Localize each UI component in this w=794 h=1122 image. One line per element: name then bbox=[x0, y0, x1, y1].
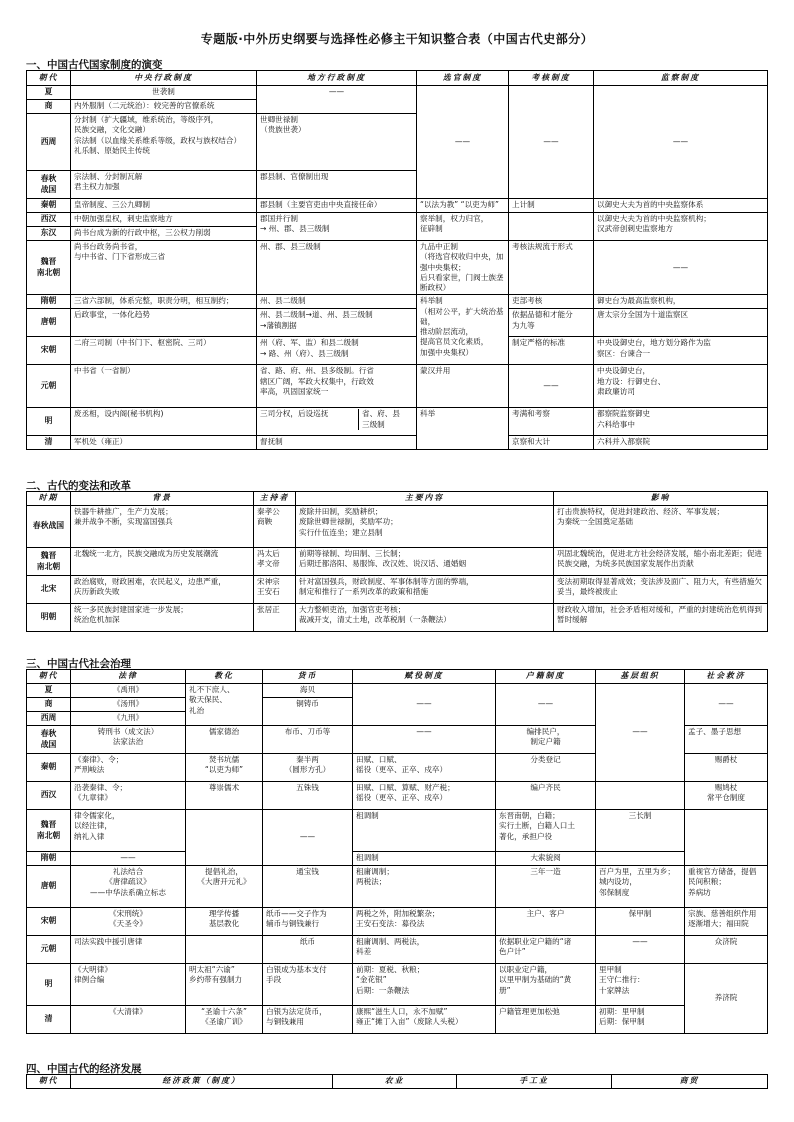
col-header: 时期 bbox=[27, 492, 71, 506]
cell: 司法实践中援引唐律 bbox=[71, 936, 186, 964]
cell: 《禹刑》 bbox=[71, 684, 186, 698]
cell: 考核法规流于形式 bbox=[509, 241, 594, 295]
cell: 礼不下庶人、 敬天保民、 礼治 bbox=[186, 684, 263, 726]
cell: 三年一造 bbox=[496, 866, 596, 908]
cell: 五铢钱 bbox=[263, 782, 353, 810]
cell: 分类登记 bbox=[496, 754, 596, 782]
cell: 租调制 bbox=[353, 810, 496, 852]
col-header: 背景 bbox=[71, 492, 254, 506]
cell: 《大明律》 律例合编 bbox=[71, 964, 186, 1006]
cell-part: 三司分权，后设巡抚 bbox=[260, 409, 329, 419]
cell: 上计制 bbox=[509, 199, 594, 213]
cell: 废除井田制，奖励耕织； 废除世卿世禄制，奖励军功； 实行什伍连坐；建立县制 bbox=[296, 506, 554, 548]
cell: 租庸调制； 两税法； bbox=[353, 866, 496, 908]
cell: 白银为法定货币， 与铜钱兼用 bbox=[263, 1006, 353, 1034]
cell: 中央设御史台，地方划分路作为监 察区：台谏合一 bbox=[594, 337, 768, 365]
col-header: 商贸 bbox=[612, 1075, 768, 1089]
col-header: 地方行政制度 bbox=[257, 71, 417, 86]
cell: 秦孝公 商鞅 bbox=[254, 506, 296, 548]
col-header: 朝代 bbox=[27, 71, 71, 86]
era-cell: 宋朝 bbox=[27, 337, 71, 365]
col-header: 经济政策（制度） bbox=[71, 1075, 333, 1089]
page-title: 专题版·中外历史纲要与选择性必修主干知识整合表（中国古代史部分） bbox=[200, 32, 594, 46]
col-header: 朝代 bbox=[27, 1075, 71, 1089]
cell: 布币、刀币等 bbox=[263, 726, 353, 754]
cell: 三省六部制，体系完整，职责分明，相互制约； bbox=[71, 295, 257, 309]
cell: 百户为里，五里为乡； 城内设坊， 邻保制度 bbox=[596, 866, 685, 908]
cell: 养济院 bbox=[685, 964, 768, 1034]
cell: 巩固北魏统治，促进北方社会经济发展，缩小南北差距；促进 民族交融，为统多民族国家发展作出贡献 bbox=[554, 548, 768, 576]
era-cell: 明朝 bbox=[27, 604, 71, 632]
cell: 编户齐民 bbox=[496, 782, 596, 810]
cell bbox=[257, 408, 417, 436]
col-header: 选官制度 bbox=[417, 71, 509, 86]
col-header: 货币 bbox=[263, 670, 353, 684]
cell: 宗法制、分封制瓦解 君主权力加强 bbox=[71, 171, 257, 199]
cell: 礼法结合 《唐律疏议》 ——中华法系确立标志 bbox=[71, 866, 186, 908]
cell: 明太祖“六谕” 乡约带有强制力 bbox=[186, 964, 263, 1006]
cell: “圣谕十六条” 《圣谕广训》 bbox=[186, 1006, 263, 1034]
era-cell: 魏晋 南北朝 bbox=[27, 810, 71, 852]
cell: —— bbox=[353, 726, 496, 754]
cell: 赐鸠杖 常平仓制度 bbox=[685, 782, 768, 810]
cell bbox=[186, 810, 263, 866]
cell: 提倡礼治， 《大唐开元礼》 bbox=[186, 866, 263, 908]
cell: 《宋刑统》 《天圣令》 bbox=[71, 908, 186, 936]
cell: 铜铸币 bbox=[263, 698, 353, 726]
cell: 田赋、口赋、 徭役（更卒、正卒、戍卒） bbox=[353, 754, 496, 782]
cell: 内外服制（二元统治）：较完善的官僚系统 bbox=[71, 100, 257, 114]
cell: 州（府、军、监）和县二级制 → 路、州（府）、县三级制 bbox=[257, 337, 417, 365]
cell: 废丞相，设内阁(秘书机构) bbox=[71, 408, 257, 436]
era-cell: 唐朝 bbox=[27, 866, 71, 908]
era-cell: 东汉 bbox=[27, 227, 71, 241]
era-cell: 隋朝 bbox=[27, 295, 71, 309]
cell: 海贝 bbox=[263, 684, 353, 698]
cell: 郡国并行制 → 州、郡、县三级制 bbox=[257, 213, 417, 241]
cell: 督抚制 bbox=[257, 436, 417, 450]
cell: 大索貌阅 bbox=[496, 852, 596, 866]
cell: 宋神宗 王安石 bbox=[254, 576, 296, 604]
cell: 东晋南朝，白籍； 实行土断，白籍人口土 著化，承担户役 bbox=[496, 810, 596, 852]
cell: 财政收入增加，社会矛盾相对缓和，严重的封建统治危机得到 暂时缓解 bbox=[554, 604, 768, 632]
cell: 理学传播 基层教化 bbox=[186, 908, 263, 936]
cell: 里甲制 王守仁推行： 十家牌法 bbox=[596, 964, 685, 1006]
cell: 以御史大夫为首的中央监察机构； 汉武帝创刺史监察地方 bbox=[594, 213, 768, 241]
era-cell: 西汉 bbox=[27, 213, 71, 227]
cell bbox=[509, 213, 594, 241]
cell: 铁器牛耕推广，生产力发展； 兼并战争不断，实现富国强兵 bbox=[71, 506, 254, 548]
cell: 主户、客户 bbox=[496, 908, 596, 936]
cell: 大力整顿吏治，加强官吏考核； 裁减开支，清丈土地，改革税制（一条鞭法） bbox=[296, 604, 554, 632]
cell: 宗族、慈善组织作用 逐渐增大；福田院 bbox=[685, 908, 768, 936]
col-header: 社会救济 bbox=[685, 670, 768, 684]
col-header: 基层组织 bbox=[596, 670, 685, 684]
cell: —— bbox=[257, 86, 417, 114]
era-cell: 明 bbox=[27, 408, 71, 436]
cell: —— bbox=[496, 684, 596, 726]
cell: 众济院 bbox=[685, 936, 768, 964]
cell: 世卿世禄制 （贵族世袭） bbox=[257, 114, 417, 171]
cell: 打击贵族特权，促进封建政治、经济、军事发展； 为秦统一全国奠定基础 bbox=[554, 506, 768, 548]
era-cell: 春秋战国 bbox=[27, 506, 71, 548]
cell: 制定严格的标准 bbox=[509, 337, 594, 365]
era-cell: 商 bbox=[27, 100, 71, 114]
cell: 纸币——交子作为 辅币与铜钱兼行 bbox=[263, 908, 353, 936]
cell: 白银成为基本支付 手段 bbox=[263, 964, 353, 1006]
cell: 尚书台政务尚书省， 与中书省、门下省形成三省 bbox=[71, 241, 257, 295]
cell: 省、路、府、州、县多级制。行省 辖区广阔，军政大权集中，行政效 率高，巩固国家统一 bbox=[257, 365, 417, 408]
cell: 张居正 bbox=[254, 604, 296, 632]
era-cell: 秦朝 bbox=[27, 199, 71, 213]
cell: 后政事堂，一体化趋势 bbox=[71, 309, 257, 337]
col-header: 教化 bbox=[186, 670, 263, 684]
cell: 前期：夏税、秋粮； “金花银” 后期：一条鞭法 bbox=[353, 964, 496, 1006]
cell: 冯太后 孝文帝 bbox=[254, 548, 296, 576]
cell: 州、郡、县三级制 bbox=[257, 241, 417, 295]
cell: 尊崇儒术 bbox=[186, 782, 263, 810]
col-header: 影响 bbox=[554, 492, 768, 506]
era-cell: 隋朝 bbox=[27, 852, 71, 866]
table-state-systems bbox=[26, 70, 768, 450]
cell: 赐爵杖 bbox=[685, 754, 768, 782]
cell: 户籍管理更加松弛 bbox=[496, 1006, 596, 1034]
cell bbox=[596, 852, 685, 866]
cell: 三长制 bbox=[596, 810, 685, 852]
era-cell: 商 bbox=[27, 698, 71, 712]
cell-part: 省、府、县 三级制 bbox=[358, 409, 400, 430]
era-cell: 元朝 bbox=[27, 365, 71, 408]
col-header: 朝代 bbox=[27, 670, 71, 684]
col-header: 主要内容 bbox=[296, 492, 554, 506]
cell: 统一多民族封建国家进一步发展； 统治危机加深 bbox=[71, 604, 254, 632]
cell: 变法初期取得显著成效；变法涉及面广、阻力大，有些措施欠 妥当，最终被废止 bbox=[554, 576, 768, 604]
cell: 通宝钱 bbox=[263, 866, 353, 908]
cell: 编排民户， 制定户籍 bbox=[496, 726, 596, 754]
col-header: 农业 bbox=[333, 1075, 457, 1089]
cell: 考满和考察 bbox=[509, 408, 594, 436]
cell: 重视官方储备，提倡 民间积粮； 养病坊 bbox=[685, 866, 768, 908]
cell: 前期等禄制、均田制、三长制； 后期迁都洛阳、易服饰、改汉姓、说汉话、通婚姻 bbox=[296, 548, 554, 576]
cell: 两税之外，附加税繁杂； 王安石变法：募役法 bbox=[353, 908, 496, 936]
cell: 依据品德和才能分 为九等 bbox=[509, 309, 594, 337]
cell: —— bbox=[353, 684, 496, 726]
section-1-heading: 一、中国古代国家制度的演变 bbox=[26, 59, 163, 71]
cell: 州、县二级制 bbox=[257, 295, 417, 309]
cell: 《九刑》 bbox=[71, 712, 186, 726]
cell: 北魏统一北方，民族交融成为历史发展潮流 bbox=[71, 548, 254, 576]
cell: 针对富国强兵，财政制度、军事体制等方面的弊端， 制定和推行了一系列改革的政策和措施 bbox=[296, 576, 554, 604]
table-social-governance bbox=[26, 669, 768, 1034]
cell: 尚书台成为新的行政中枢，三公权力削弱 bbox=[71, 227, 257, 241]
cell: 乡里制度， 什伍组织 bbox=[596, 782, 685, 810]
cell: 沿袭秦律、令； 《九章律》 bbox=[71, 782, 186, 810]
cell: —— bbox=[417, 86, 509, 199]
cell: 科举 bbox=[417, 408, 509, 450]
cell: 州、县二级制→道、州、县三级制 →藩镇割据 bbox=[257, 309, 417, 337]
cell: 世袭制 bbox=[71, 86, 257, 100]
cell: 御史台为最高监察机构， bbox=[594, 295, 768, 309]
cell: —— bbox=[509, 365, 594, 408]
era-cell: 秦朝 bbox=[27, 754, 71, 782]
cell: 蒙汉并用 bbox=[417, 365, 509, 408]
cell: —— bbox=[594, 86, 768, 199]
cell: 租调制 bbox=[353, 852, 496, 866]
era-cell: 西周 bbox=[27, 712, 71, 726]
cell: 初期：里甲制 后期：保甲制 bbox=[596, 1006, 685, 1034]
era-cell: 明 bbox=[27, 964, 71, 1006]
cell: 律令儒家化， 以经注律， 纳礼入律 bbox=[71, 810, 186, 852]
section-2-heading: 二、古代的变法和改革 bbox=[26, 480, 131, 492]
cell: 依据职业定户籍的“诸 色户计” bbox=[496, 936, 596, 964]
cell: —— bbox=[594, 241, 768, 295]
era-cell: 清 bbox=[27, 436, 71, 450]
table-reforms bbox=[26, 491, 768, 632]
cell: 吏部考核 bbox=[509, 295, 594, 309]
cell: 田赋、口赋、算赋、财产税； 徭役（更卒、正卒、戍卒） bbox=[353, 782, 496, 810]
cell: —— bbox=[509, 86, 594, 199]
cell: 《大清律》 bbox=[71, 1006, 186, 1034]
cell: 儒家德治 bbox=[186, 726, 263, 754]
cell: 科举制 （相对公平，扩大统治基础， 推动阶层流动， 提高官员文化素质， 加强中央集权） bbox=[417, 295, 509, 365]
cell: 六科并入都察院 bbox=[594, 436, 768, 450]
era-cell: 魏晋 南北朝 bbox=[27, 241, 71, 295]
cell: 秦半两 （圆形方孔） bbox=[263, 754, 353, 782]
cell bbox=[186, 936, 263, 964]
cell: “以法为教” “以吏为师” bbox=[417, 199, 509, 213]
cell: —— bbox=[71, 852, 186, 866]
table-economy bbox=[26, 1074, 768, 1089]
col-header: 手工业 bbox=[457, 1075, 612, 1089]
cell: 纸币 bbox=[263, 936, 353, 964]
cell: 中书省（一省制） bbox=[71, 365, 257, 408]
cell: 都察院监察御史 六科给事中 bbox=[594, 408, 768, 436]
cell: 分封制（扩大疆域，维系统治，等级序列， 民族交融，文化交融） 宗法制（以血缘关系维系等级，政权与族权结合） 礼乐制、原始民主传统 bbox=[71, 114, 257, 171]
cell: 铸刑书（成文法） 法家法治 bbox=[71, 726, 186, 754]
cell: 察举制，权力归官， 征辟制 bbox=[417, 213, 509, 241]
cell: 九品中正制 （将选官权收归中央，加强中央集权； 后只看家世，门阀士族垄断政权） bbox=[417, 241, 509, 295]
era-cell: 元朝 bbox=[27, 936, 71, 964]
era-cell: 魏晋 南北朝 bbox=[27, 548, 71, 576]
era-cell: 北宋 bbox=[27, 576, 71, 604]
cell: 《秦律》、令； 严刑峻法 bbox=[71, 754, 186, 782]
col-header: 中央行政制度 bbox=[71, 71, 257, 86]
col-header: 主持者 bbox=[254, 492, 296, 506]
cell: 以职业定户籍， 以里甲制为基础的“黄 册” bbox=[496, 964, 596, 1006]
col-header: 监察制度 bbox=[594, 71, 768, 86]
cell: 郡县制、官僚制出现 bbox=[257, 171, 417, 199]
cell: 租庸调制、两税法， 科差 bbox=[353, 936, 496, 964]
cell: —— bbox=[596, 936, 685, 964]
cell: 孟子、墨子思想 bbox=[685, 726, 768, 754]
cell: 政治腐败，财政困难，农民起义，边患严重， 庆历新政失败 bbox=[71, 576, 254, 604]
section-3-heading: 三、中国古代社会治理 bbox=[26, 658, 131, 670]
era-cell: 夏 bbox=[27, 684, 71, 698]
cell: 二府三司制（中书门下、枢密院、三司） bbox=[71, 337, 257, 365]
cell: 军机处（雍正） bbox=[71, 436, 257, 450]
era-cell: 西周 bbox=[27, 114, 71, 171]
cell: 焚书坑儒 “以吏为师” bbox=[186, 754, 263, 782]
cell: 唐太宗分全国为十道监察区 bbox=[594, 309, 768, 337]
col-header: 户籍制度 bbox=[496, 670, 596, 684]
era-cell: 唐朝 bbox=[27, 309, 71, 337]
cell bbox=[685, 810, 768, 866]
cell: —— bbox=[263, 810, 353, 866]
section-4-heading: 四、中国古代的经济发展 bbox=[26, 1063, 142, 1075]
cell: 康熙“滋生人口，永不加赋” 雍正“摊丁入亩”（废除人头税） bbox=[353, 1006, 496, 1034]
cell: 京察和大计 bbox=[509, 436, 594, 450]
cell: 保甲制 bbox=[596, 908, 685, 936]
cell: 皇帝制度、三公九卿制 bbox=[71, 199, 257, 213]
cell: 《汤刑》 bbox=[71, 698, 186, 712]
era-cell: 春秋 战国 bbox=[27, 726, 71, 754]
era-cell: 夏 bbox=[27, 86, 71, 100]
era-cell: 西汉 bbox=[27, 782, 71, 810]
col-header: 考核制度 bbox=[509, 71, 594, 86]
col-header: 法律 bbox=[71, 670, 186, 684]
cell: —— bbox=[596, 684, 685, 782]
era-cell: 清 bbox=[27, 1006, 71, 1034]
cell: 郡县制（主要官吏由中央直接任命） bbox=[257, 199, 417, 213]
cell: —— bbox=[685, 684, 768, 726]
cell: 中央设御史台， 地方设：行御史台、 肃政廉访司 bbox=[594, 365, 768, 408]
cell: 中朝加强皇权，刺史监察地方 bbox=[71, 213, 257, 227]
cell: 以御史大夫为首的中央监察体系 bbox=[594, 199, 768, 213]
col-header: 赋役制度 bbox=[353, 670, 496, 684]
era-cell: 春秋 战国 bbox=[27, 171, 71, 199]
era-cell: 宋朝 bbox=[27, 908, 71, 936]
